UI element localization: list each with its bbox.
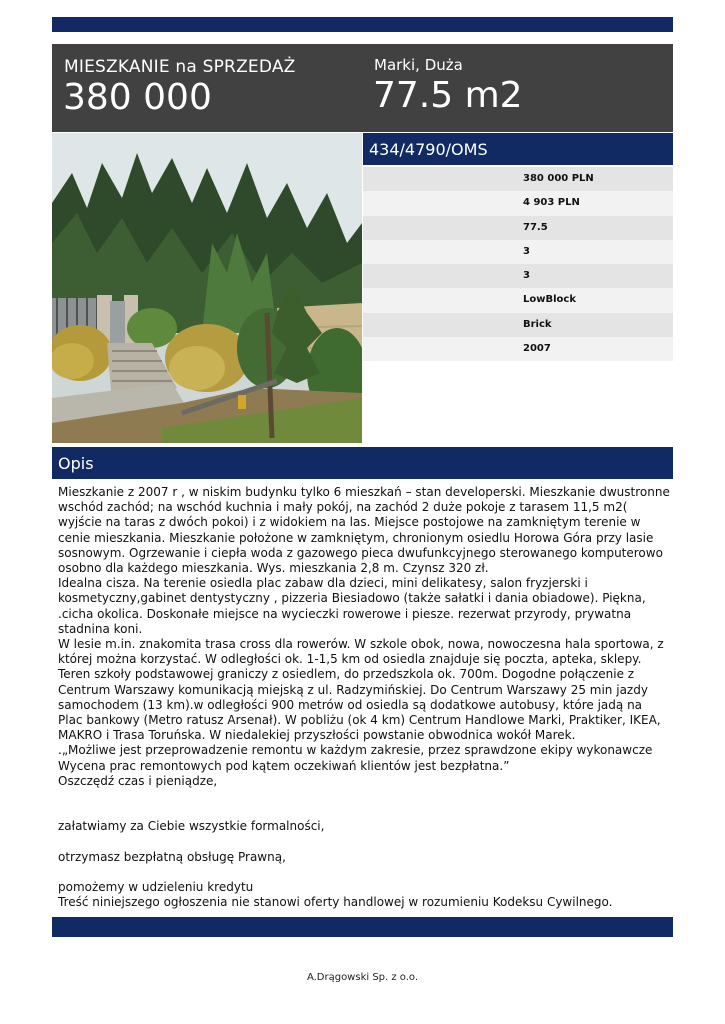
attributes-table (363, 167, 673, 361)
attribute-value: 4 903 PLN (523, 197, 580, 209)
description-title: Opis (58, 454, 94, 473)
listing-type: MIESZKANIE na SPRZEDAŻ (64, 57, 296, 77)
listing-location: Marki, Duża (374, 56, 463, 74)
attribute-row (363, 167, 673, 191)
listing-reference: 434/4790/OMS (369, 140, 488, 159)
attribute-value: 3 (523, 270, 530, 282)
bottom-bar (52, 917, 673, 937)
attribute-row (363, 216, 673, 240)
attribute-row (363, 240, 673, 264)
attribute-value: 3 (523, 245, 530, 257)
description-header (52, 447, 673, 479)
listing-area: 77.5 m2 (373, 75, 523, 116)
property-photo (52, 133, 362, 443)
attribute-value: 380 000 PLN (523, 173, 594, 184)
listing-header (52, 44, 673, 132)
attribute-row (363, 288, 673, 312)
attribute-row (363, 313, 673, 337)
attribute-value: LowBlock (523, 294, 576, 306)
attribute-value: 2007 (523, 343, 551, 355)
footer-company: A.Drągowski Sp. z o.o. (306, 972, 419, 983)
attribute-row (363, 264, 673, 288)
attribute-row (363, 191, 673, 215)
top-bar (52, 17, 673, 32)
reference-bar (363, 133, 673, 165)
description-text: Mieszkanie z 2007 r , w niskim budynku tylko 6 mieszkań – stan developerski. Mieszkanie dwustronne wschód zachód; na wschód kuchnia i mały pokój, na zachód 2 duże pokoje z tarasem 11,5 m2( wyjście na taras z dwóch pokoi) i z widokiem na las. Miejsce postojowe na zamkniętym terenie w cenie mieszkania. Mieszkanie położone w zamkniętym, chronionym osiedlu Horowa Góra przy lasie sosnowym. Ogrzewanie i ciepła woda z gazowego pieca dwufunkcyjnego sterowanego komputerowo osobno dla każdego mieszkania. Wys. mieszkania 2,8 m. Czynsz 320 zł. Idealna cisza. Na terenie osiedla plac zabaw dla dzieci, mini delikatesy, salon fryzjerski i kosmetyczny,gabinet dentystyczny , pizzeria Biesiadowo (także sałatki i dania obiadowe). Piękna, .cicha okolica. Doskonałe miejsce na wycieczki rowerowe i piesze. rezerwat przyrody, prywatna stadnina koni. W lesie m.in. znakomita trasa cross dla rowerów. W szkole obok, nowa, nowoczesna hala sportowa, z której można korzystać. W odległości ok. 1-1,5 km od osiedla znajduje się poczta, apteka, sklepy. Teren szkoły podstawowej graniczy z osiedlem, do przedszkola ok. 700m. Dogodne połączenie z Centrum Warszawy komunikacją miejską z ul. Radzymińskiej. Do Centrum Warszawy 25 min jazdy samochodem (13 km).w odległości 900 metrów od osiedla są dodatkowe autobusy, które jadą na Plac bankowy (Metro ratusz Arsenał). W pobliżu (ok 4 km) Centrum Handlowe Marki, Praktiker, IKEA, MAKRO i Trasa Toruńska. W niedalekiej przyszłości powstanie obwodnica wokół Marek. .„Możliwe jest przeprowadzenie remontu w każdym zakresie, przez sprawdzone ekipy wykonawcze Wycena prac remontowych pod kątem oczekiwań klientów jest bezpłatna.” Oszczędź czas i pieniądze, załatwiamy za Ciebie wszystkie formalności, otrzymasz bezpłatną obsługę Prawną, pomożemy w udzieleniu kredytu Treść niniejszego ogłoszenia nie stanowi oferty handlowej w rozumieniu Kodeksu Cywilnego. (58, 485, 670, 910)
attribute-row (363, 337, 673, 361)
listing-price: 380 000 (63, 77, 212, 118)
attribute-value: Brick (523, 318, 552, 330)
attribute-value: 77.5 (523, 221, 548, 233)
